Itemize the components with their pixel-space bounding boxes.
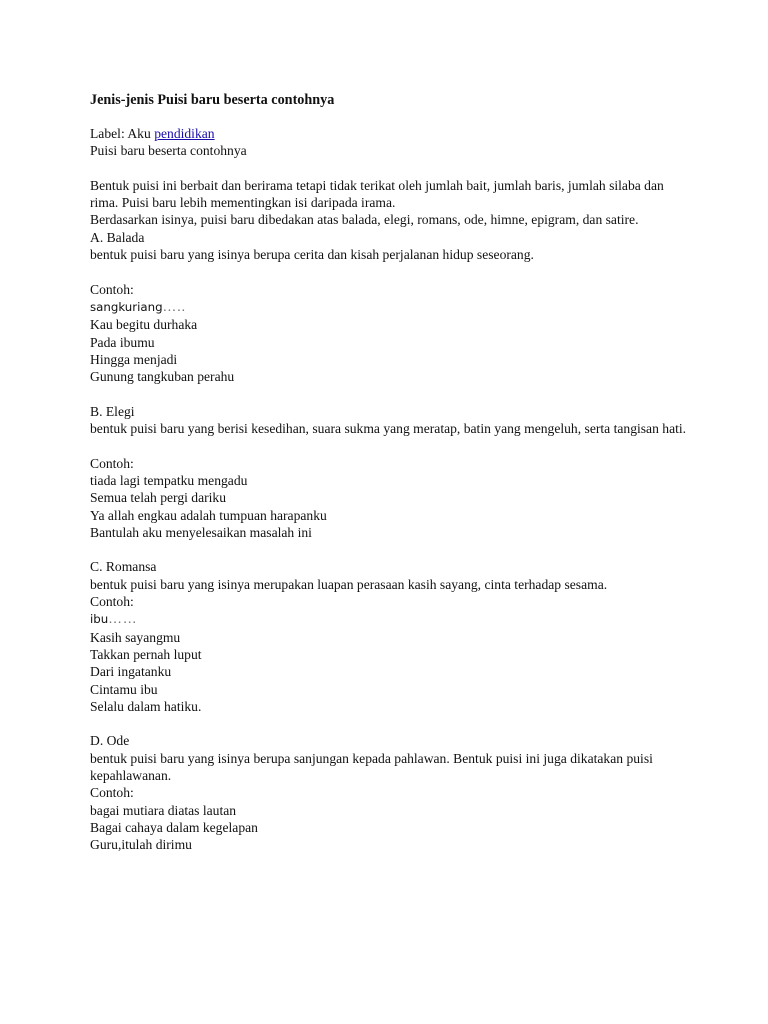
section-desc-elegi: bentuk puisi baru yang berisi kesedihan, suara sukma yang meratap, batin yang mengeluh, serta tangisan hati. [90,421,687,437]
intro-paragraph-2: Berdasarkan isinya, puisi baru dibedakan atas balada, elegi, romans, ode, himne, epigram, dan satire. [90,212,639,228]
label-link-pendidikan[interactable]: pendidikan [154,126,215,141]
poem-title-dots: …… [108,611,138,627]
contoh-label: Contoh: [90,594,134,610]
poem-title-text: ibu [90,612,109,627]
contoh-label: Contoh: [90,281,134,297]
poem-line: bagai mutiara diatas lautan [90,802,237,818]
section-desc-ode: bentuk puisi baru yang isinya berupa sanjungan kepada pahlawan. Bentuk puisi ini juga dikatakan puisi kepahlawanan. [90,750,653,783]
poem-line: Bagai cahaya dalam kegelapan [90,819,258,835]
page-title: Jenis-jenis Puisi baru beserta contohnya [90,92,335,108]
poem-line: Pada ibumu [90,334,155,350]
poem-title-sangkuriang [90,298,690,316]
spacer [90,437,690,454]
poem-title-ibu [90,610,690,628]
document-page [90,92,690,853]
poem-line: Kau begitu durhaka [90,317,198,333]
section-desc-balada: bentuk puisi baru yang isinya berupa cerita dan kisah perjalanan hidup seseorang. [90,247,534,263]
spacer [90,541,690,558]
section-heading-elegi: B. Elegi [90,403,135,419]
poem-line: Semua telah pergi dariku [90,490,227,506]
poem-line: Hingga menjadi [90,351,178,367]
section-heading-balada: A. Balada [90,229,145,245]
poem-line: Guru,itulah dirimu [90,837,192,853]
contoh-label: Contoh: [90,785,134,801]
poem-line: Dari ingatanku [90,664,172,680]
spacer [90,385,690,402]
poem-line: Bantulah aku menyelesaikan masalah ini [90,524,312,540]
intro-paragraph-1: Bentuk puisi ini berbait dan berirama tetapi tidak terikat oleh jumlah bait, jumlah baris, jumlah silaba dan rima. Puisi baru lebih mementingkan isi daripada irama. [90,177,664,211]
poem-line: Takkan pernah luput [90,646,202,662]
spacer [90,160,690,177]
poem-line: Kasih sayangmu [90,629,181,645]
contoh-label: Contoh: [90,455,134,471]
poem-line: Gunung tangkuban perahu [90,369,235,385]
subtitle: Puisi baru beserta contohnya [90,143,247,159]
section-desc-romansa: bentuk puisi baru yang isinya merupakan luapan perasaan kasih sayang, cinta terhadap sesama. [90,576,608,592]
label-prefix: Label: Aku [90,126,155,141]
poem-line: Selalu dalam hatiku. [90,698,202,714]
poem-line: Ya allah engkau adalah tumpuan harapanku [90,507,327,523]
section-heading-romansa: C. Romansa [90,559,157,575]
poem-title-dots: ….. [162,298,186,314]
poem-title-text: sangkuriang [90,299,163,314]
poem-line: tiada lagi tempatku mengadu [90,472,248,488]
label-line [90,125,690,142]
poem-line: Cintamu ibu [90,681,158,697]
spacer [90,715,690,732]
spacer [90,263,690,280]
section-heading-ode: D. Ode [90,733,130,749]
